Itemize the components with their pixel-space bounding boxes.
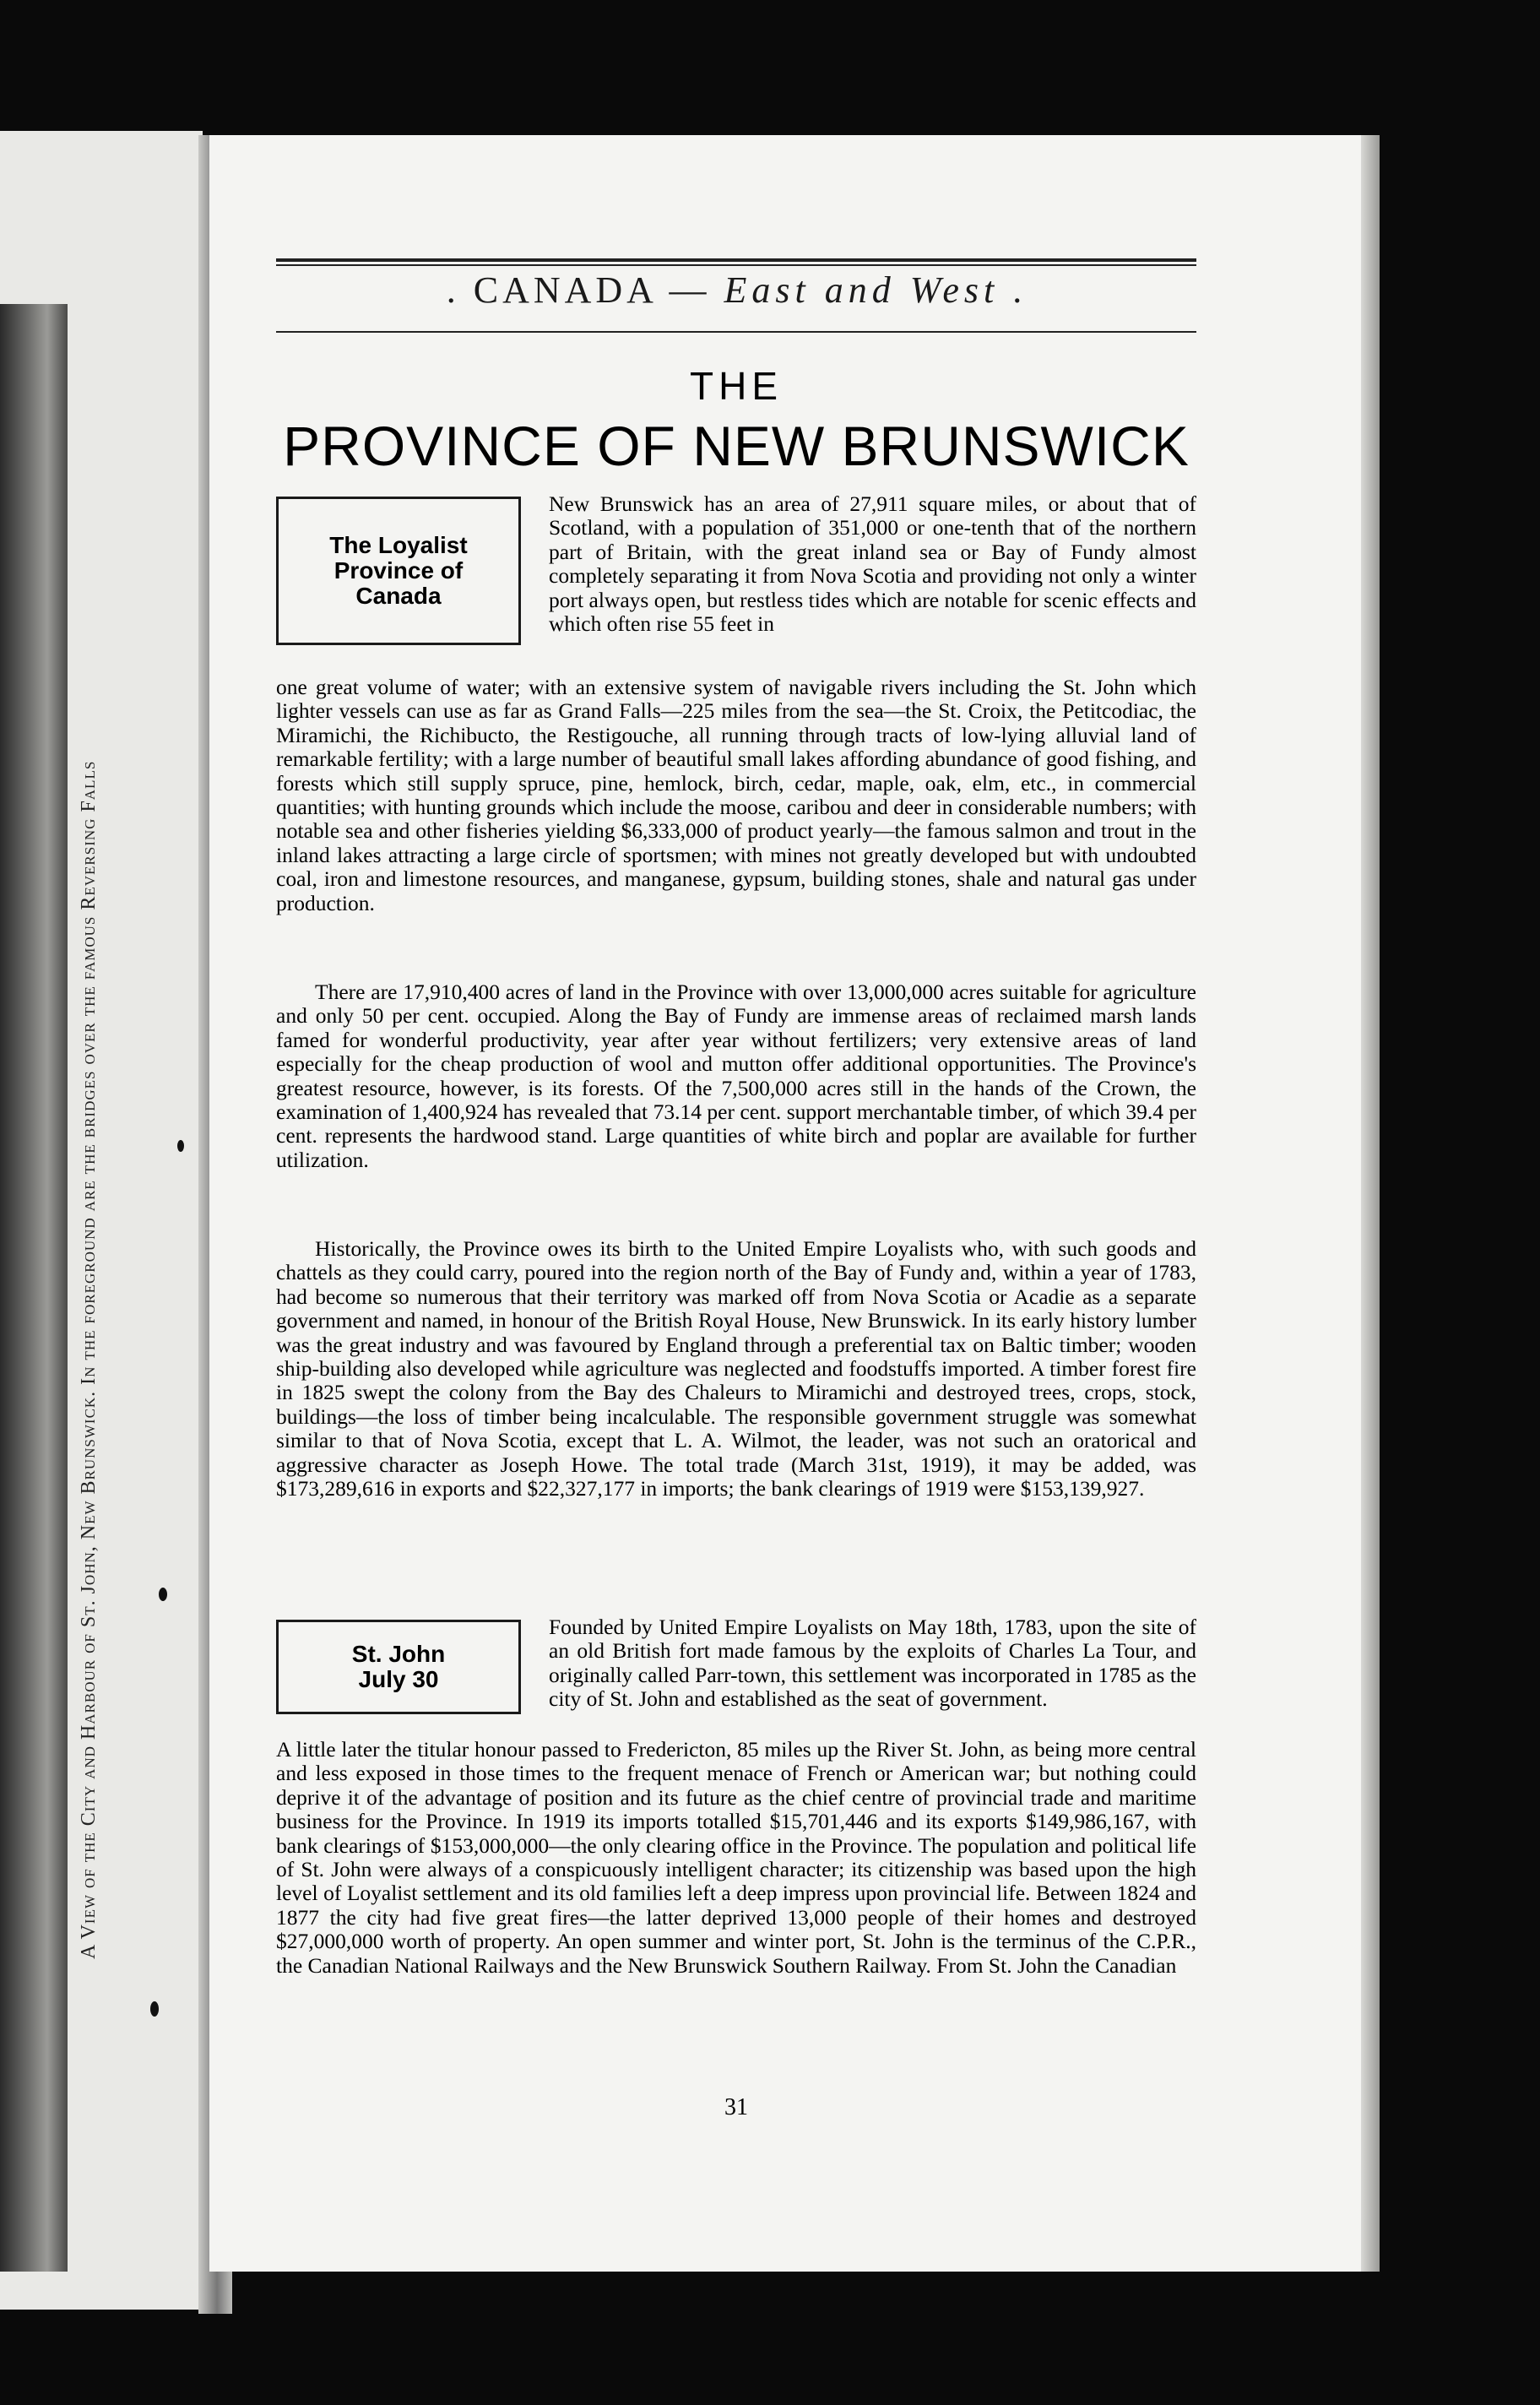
sidebar-loyalist-text: The Loyalist Province of Canada <box>329 532 468 609</box>
series-title-italic: East and West <box>724 269 1000 311</box>
paragraph-intro: one great volume of water; with an extensive system of navigable rivers including the St. John which lighter vessels can use as far as Grand Falls—225 miles from the sea—the St. Croix, the Petitcodiac, the Miramichi, the Richibucto, the Restigouche, all running through tracts of low-lying alluvial land of remarkable fertility; with a large number of beautiful small lakes affording abundance of good fishing, and forests which still supply spruce, pine, hemlock, birch, cedar, maple, oak, elm, etc., in commercial quantities; with hunting grounds which include the moose, caribou and deer in considerable numbers; with notable sea and other fisheries yielding $6,333,000 of product yearly—the famous salmon and trout in the inland lakes attracting a large circle of sportsmen; with mines not greatly developed but with undoubted coal, iron and limestone resources, and manganese, gypsum, building stones, shale and natural gas under production. <box>276 675 1196 915</box>
sidebar-stjohn-title: St. John <box>351 1641 446 1667</box>
header-rule-top-thin <box>276 264 1196 266</box>
ink-speck <box>177 1140 184 1152</box>
page-number: 31 <box>724 2094 748 2120</box>
paragraph-intro-beside: New Brunswick has an area of 27,911 square miles, or about that of Scotland, with a population of 351,000 or one-tenth that of the northern part of Britain, with the great inland sea or Bay of Fundy almost completely separating it from Nova Scotia and providing not only a winter port always open, but restless tides which are notable for scenic effects and which often rise 55 feet in <box>549 491 1196 637</box>
sidebar-stjohn <box>276 1620 521 1714</box>
title-the: THE <box>690 364 783 408</box>
paragraph-agriculture: There are 17,910,400 acres of land in the Province with over 13,000,000 acres suitable for agriculture and only 50 per cent. occupied. Along the Bay of Fundy are immense areas of reclaimed marsh lands famed for wonderful productivity, year after year without fertilizers; very extensive areas of land especially for the cheap production of wool and mutton offer additional opportunities. The Province's greatest resource, however, is its forests. Of the 7,500,000 acres still in the hands of the Crown, the examination of 1,400,924 has revealed that 73.14 per cent. support merchantable timber, of which 39.4 per cent. represents the hardwood stand. Large quantities of white birch and poplar are available for further utilization. <box>276 980 1196 1172</box>
series-title <box>276 269 1196 312</box>
sidebar-loyalist <box>276 497 521 645</box>
sidebar-stjohn-date: July 30 <box>358 1666 439 1692</box>
series-title-suffix: . <box>1012 269 1027 311</box>
ink-speck <box>150 2001 159 2017</box>
header-rule-bottom <box>276 331 1196 333</box>
series-title-prefix: . CANADA — <box>446 269 711 311</box>
photo-caption: A View of the City and Harbour of St. John, New Brunswick. In the foreground are the bridges over the famous Reversing Falls <box>78 760 100 1959</box>
harbour-photo-strip <box>0 304 68 2272</box>
page-edge <box>1361 135 1380 2272</box>
paragraph-stjohn-beside: Founded by United Empire Loyalists on May 18th, 1783, upon the site of an old British fort made famous by the exploits of Charles La Tour, and originally called Parr-town, this settlement was incorporated in 1785 as the city of St. John and established as the seat of government. <box>549 1615 1196 1712</box>
paragraph-stjohn: A little later the titular honour passed to Fredericton, 85 miles up the River St. John, as being more central and less exposed in those times to the frequent menace of French or American war; but nothing could deprive it of the advantage of position and its future as the chief centre of provincial trade and maritime business for the Province. In 1919 its imports totalled $15,701,446 and its exports $149,986,167, with bank clearings of $153,000,000—the only clearing office in the Province. The population and political life of St. John were always of a conspicuously intelligent character; its citizenship was based upon the high level of Loyalist settlement and its old families left a deep impress upon provincial life. Between 1824 and 1877 the city had five great fires—the latter deprived 13,000 people of their homes and destroyed $27,000,000 worth of property. An open summer and winter port, St. John is the terminus of the C.P.R., the Canadian National Railways and the New Brunswick Southern Railway. From St. John the Canadian <box>276 1737 1196 1978</box>
page-title: PROVINCE OF NEW BRUNSWICK <box>283 415 1190 477</box>
header-rule-top <box>276 258 1196 262</box>
ink-speck <box>159 1588 167 1601</box>
paragraph-history: Historically, the Province owes its birth to the United Empire Loyalists who, with such goods and chattels as they could carry, poured into the region north of the Bay of Fundy and, within a year of 1783, had become so numerous that their territory was marked off from Nova Scotia or Acadie as a separate government and named, in honour of the British Royal House, New Brunswick. In its early history lumber was the great industry and was favoured by England through a preferential tax on Baltic timber; wooden ship-building also developed while agriculture was neglected and foodstuffs imported. A timber forest fire in 1825 swept the colony from the Bay des Chaleurs to Miramichi and destroyed trees, crops, stock, buildings—the loss of timber being incalculable. The responsible government struggle was somewhat similar to that of Nova Scotia, except that L. A. Wilmot, the leader, was not such an oratorical and aggressive character as Joseph Howe. The total trade (March 31st, 1919), it may be added, was $173,289,616 in exports and $22,327,177 in imports; the bank clearings of 1919 were $153,139,927. <box>276 1236 1196 1501</box>
